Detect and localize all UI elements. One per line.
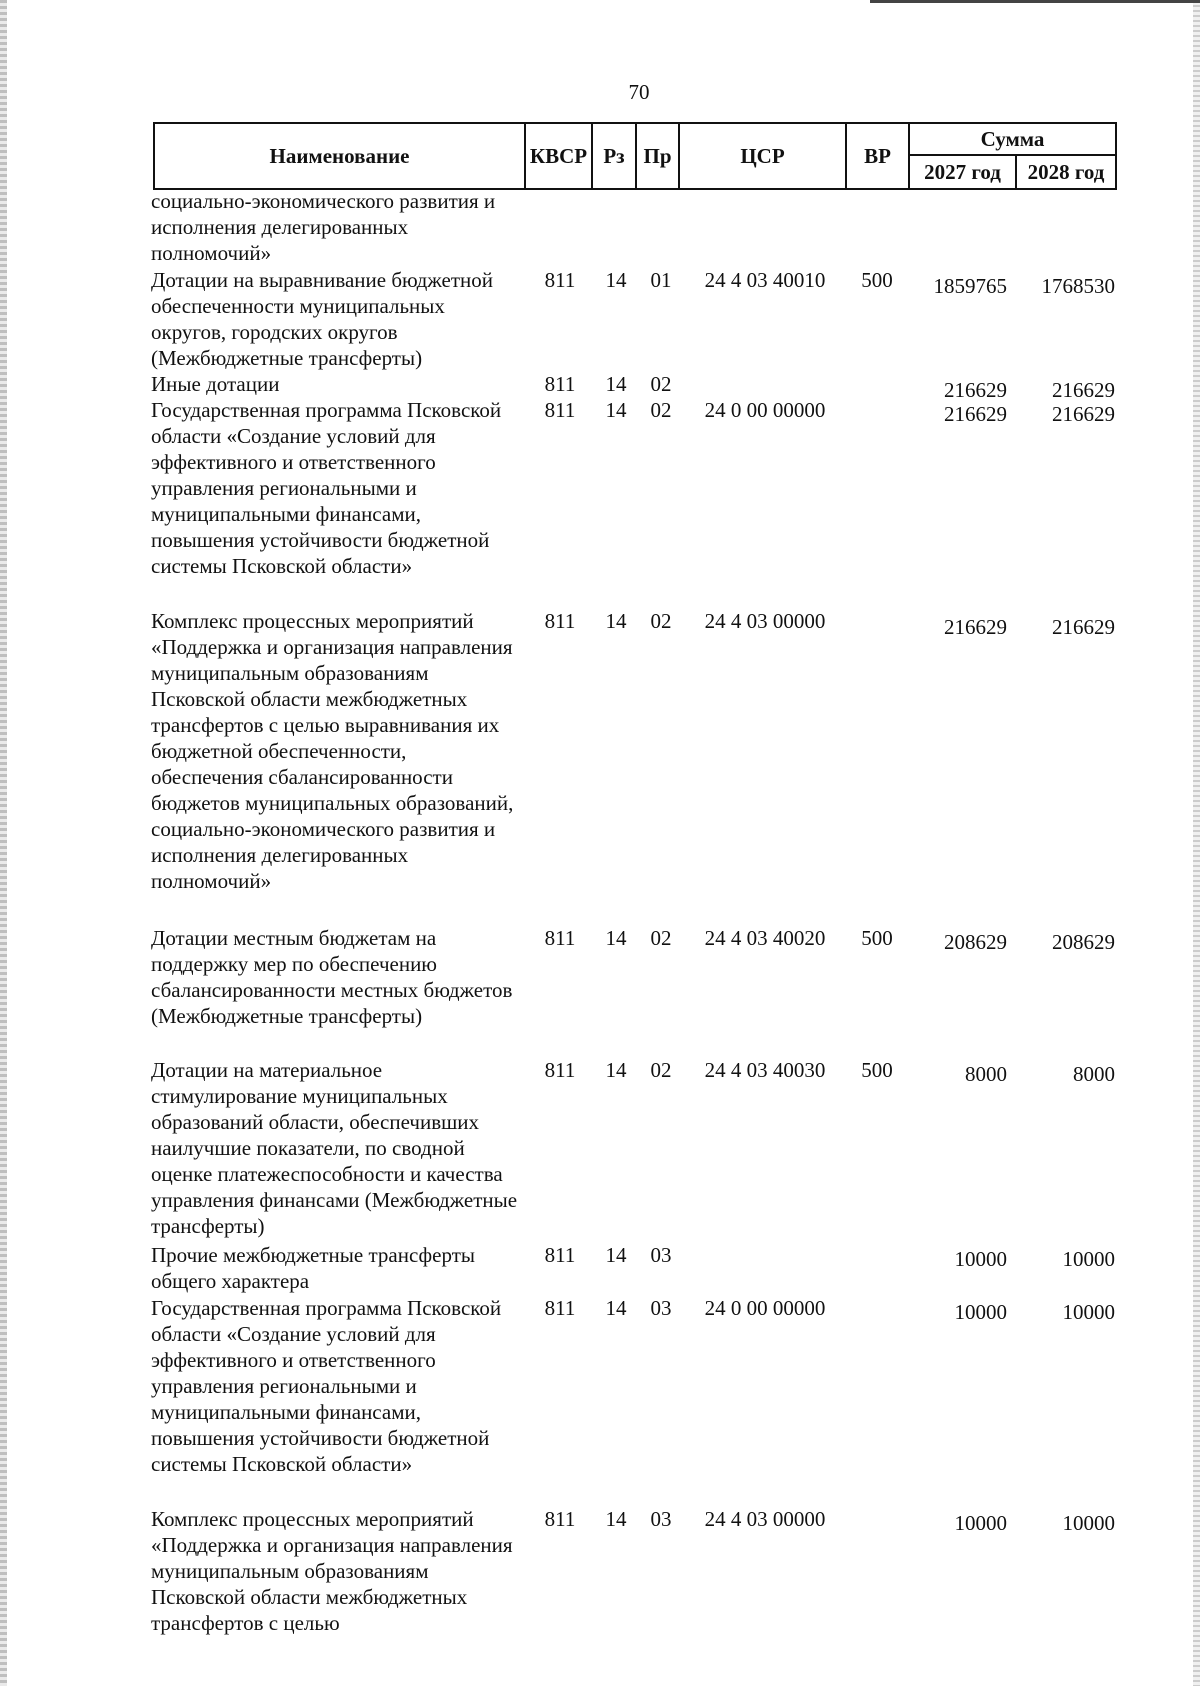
cell-rz: 14	[605, 1243, 627, 1267]
cell-kvsr: 811	[544, 372, 576, 396]
cell-sum-2028: 10000	[1062, 1300, 1115, 1324]
cell-sum-2027: 216629	[944, 402, 1007, 426]
cell-sum-2028: 216629	[1052, 402, 1115, 426]
cell-kvsr: 811	[544, 1507, 576, 1531]
cell-vr: 500	[861, 926, 893, 950]
cell-name: Комплекс процессных мероприятий «Поддержка и организация направления муниципальным образованиям Псковской области межбюджетных трансфертов с целью выравнивания их бюджетной обеспеченности, обеспечения сбалансированности бюджетов муниципальных образований, социально-экономического развития и исполнения делегированных полномочий»	[151, 609, 514, 893]
cell-rz: 14	[605, 372, 627, 396]
cell-sum-2027: 10000	[954, 1511, 1007, 1535]
cell-sum-2028: 216629	[1052, 378, 1115, 402]
cell-name: Государственная программа Псковской области «Создание условий для эффективного и ответственного управления региональными и муниципальными финансами, повышения устойчивости бюджетной системы Псковской области»	[151, 1296, 502, 1476]
scan-edge-top	[870, 0, 1200, 3]
cell-sum-2027: 1859765	[933, 274, 1007, 298]
cell-pr: 02	[650, 926, 672, 950]
cell-rz: 14	[605, 1058, 627, 1082]
cell-sum-2027: 216629	[944, 378, 1007, 402]
cell-sum-2028: 208629	[1052, 930, 1115, 954]
cell-sum-2028: 10000	[1062, 1247, 1115, 1271]
cell-pr: 02	[650, 609, 672, 633]
cell-sum-2027: 208629	[944, 930, 1007, 954]
page-number: 70	[628, 80, 650, 104]
cell-rz: 14	[605, 1296, 627, 1320]
cell-name: Дотации на материальное стимулирование муниципальных образований области, обеспечивших наилучшие показатели, по сводной оценке платежеспособности и качества управления финансами (Межбюджетные трансферты)	[151, 1058, 518, 1238]
cell-vr: 500	[861, 268, 893, 292]
cell-name: Комплекс процессных мероприятий «Поддержка и организация направления муниципальным образованиям Псковской области межбюджетных трансфертов с целью	[151, 1507, 513, 1635]
cell-sum-2028: 8000	[1073, 1062, 1115, 1086]
header-vr: ВР	[847, 124, 910, 188]
cell-rz: 14	[605, 926, 627, 950]
header-rz: Рз	[593, 124, 637, 188]
header-sum: Сумма	[910, 124, 1115, 156]
cell-name: социально-экономического развития и исполнения делегированных полномочий»	[151, 189, 496, 265]
cell-name: Дотации на выравнивание бюджетной обеспеченности муниципальных округов, городских округов (Межбюджетные трансферты)	[151, 268, 494, 370]
header-pr: Пр	[637, 124, 680, 188]
cell-kvsr: 811	[544, 609, 576, 633]
table-header	[153, 122, 1117, 190]
cell-pr: 01	[650, 268, 672, 292]
cell-pr: 02	[650, 1058, 672, 1082]
cell-rz: 14	[605, 268, 627, 292]
cell-pr: 03	[650, 1243, 672, 1267]
cell-pr: 03	[650, 1296, 672, 1320]
cell-pr: 03	[650, 1507, 672, 1531]
cell-csr: 24 0 00 00000	[704, 1296, 826, 1320]
cell-sum-2028: 10000	[1062, 1511, 1115, 1535]
cell-kvsr: 811	[544, 398, 576, 422]
cell-csr: 24 0 00 00000	[704, 398, 826, 422]
cell-csr: 24 4 03 00000	[704, 1507, 826, 1531]
cell-sum-2027: 10000	[954, 1247, 1007, 1271]
cell-pr: 02	[650, 398, 672, 422]
cell-rz: 14	[605, 1507, 627, 1531]
cell-csr: 24 4 03 40010	[704, 268, 826, 292]
scan-edge-right	[1193, 0, 1200, 1686]
header-year-2027: 2027 год	[910, 156, 1017, 188]
cell-sum-2028: 1768530	[1041, 274, 1115, 298]
header-csr: ЦСР	[680, 124, 847, 188]
cell-kvsr: 811	[544, 926, 576, 950]
cell-csr: 24 4 03 00000	[704, 609, 826, 633]
cell-vr: 500	[861, 1058, 893, 1082]
header-kvsr: КВСР	[526, 124, 593, 188]
cell-sum-2027: 8000	[965, 1062, 1007, 1086]
cell-kvsr: 811	[544, 268, 576, 292]
header-name: Наименование	[155, 124, 526, 188]
cell-csr: 24 4 03 40020	[704, 926, 826, 950]
cell-pr: 02	[650, 372, 672, 396]
cell-kvsr: 811	[544, 1296, 576, 1320]
cell-rz: 14	[605, 609, 627, 633]
cell-sum-2028: 216629	[1052, 615, 1115, 639]
header-year-2028: 2028 год	[1027, 159, 1105, 184]
cell-kvsr: 811	[544, 1058, 576, 1082]
cell-name: Прочие межбюджетные трансферты общего характера	[151, 1243, 475, 1293]
cell-sum-2027: 216629	[944, 615, 1007, 639]
cell-name: Государственная программа Псковской области «Создание условий для эффективного и ответственного управления региональными и муниципальными финансами, повышения устойчивости бюджетной системы Псковской области»	[151, 398, 502, 578]
cell-kvsr: 811	[544, 1243, 576, 1267]
scan-edge-left	[0, 0, 7, 1686]
cell-name: Иные дотации	[151, 372, 280, 396]
cell-name: Дотации местным бюджетам на поддержку мер по обеспечению сбалансированности местных бюджетов (Межбюджетные трансферты)	[151, 926, 513, 1028]
cell-csr: 24 4 03 40030	[704, 1058, 826, 1082]
cell-rz: 14	[605, 398, 627, 422]
cell-sum-2027: 10000	[954, 1300, 1007, 1324]
